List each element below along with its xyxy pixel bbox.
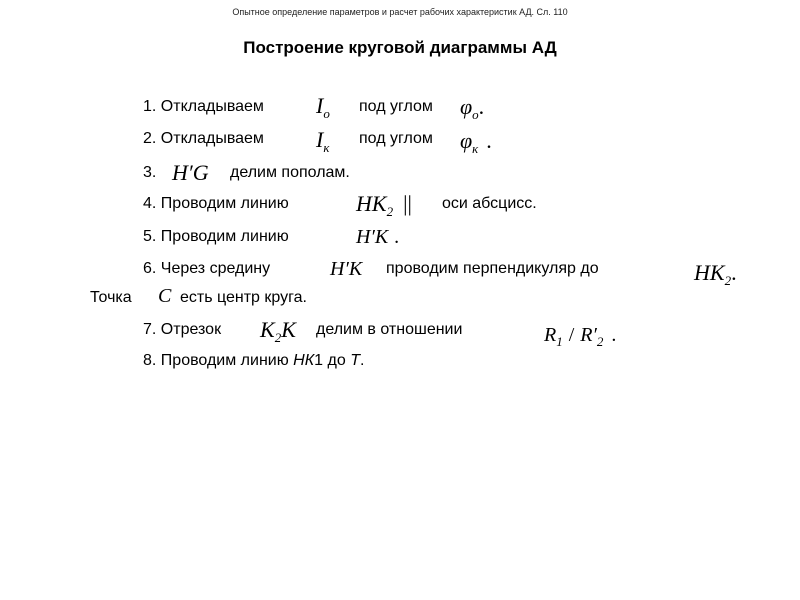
formula-sub: 2	[274, 330, 282, 345]
step-8-italic-hk: НК	[293, 352, 315, 369]
step-8-italic-t: Т	[350, 352, 360, 369]
step-1-formula-angle	[460, 95, 484, 127]
formula-sub: 2	[724, 273, 732, 288]
formula-punct: .	[731, 260, 737, 285]
center-point-symbol	[158, 285, 171, 307]
step-8-punct: .	[359, 352, 365, 369]
step-5-formula-line	[356, 226, 399, 248]
step-4-formula-line	[356, 192, 412, 224]
step-8-text-a: 8. Проводим линию	[143, 352, 289, 369]
step-2-formula-angle	[460, 129, 492, 161]
step-4-text-b: оси абсцисс.	[442, 195, 537, 212]
step-6-text-b: проводим перпендикуляр до	[386, 260, 599, 277]
formula-punct: .	[478, 94, 485, 119]
parallel-symbol: ||	[403, 191, 412, 216]
formula-sub: o	[472, 107, 479, 122]
center-point-text-b: есть центр круга.	[180, 289, 307, 306]
step-1-text-b: под углом	[359, 98, 433, 115]
step-4-text-a: 4. Проводим линию	[143, 195, 289, 212]
formula-sub: 2	[386, 204, 394, 219]
center-point-text-a: Точка	[90, 289, 132, 306]
step-8-text-b: 1 до	[314, 352, 346, 369]
step-6-text-a: 6. Через средину	[143, 260, 271, 277]
step-2-text-a: 2. Откладываем	[143, 130, 264, 147]
formula-main: HK	[356, 191, 387, 216]
step-2-text-b: под углом	[359, 130, 433, 147]
formula-sub: o	[323, 106, 330, 121]
step-1-formula-current	[316, 94, 330, 126]
formula-main: H′G	[172, 160, 209, 185]
step-2-formula-current	[316, 128, 329, 160]
step-5-text-a: 5. Проводим линию	[143, 228, 289, 245]
formula-main: φ	[460, 128, 473, 153]
step-3-text-a: 3.	[143, 164, 157, 181]
formula-punct: .	[394, 226, 400, 248]
slide-header-caption: Опытное определение параметров и расчет рабочих характеристик АД. Сл. 110	[232, 7, 568, 17]
formula-punct: .	[611, 324, 617, 346]
formula-sub: к	[472, 141, 479, 156]
formula-main: H′K	[356, 226, 389, 248]
formula-punct: .	[486, 128, 492, 153]
formula-main: I	[316, 93, 324, 118]
step-7-formula-ratio	[544, 324, 616, 353]
ratio-r1-sub: 1	[556, 334, 563, 349]
step-6-formula-target	[694, 261, 737, 293]
formula-main: H′K	[330, 258, 363, 280]
formula-main: φ	[460, 94, 473, 119]
formula-main: C	[158, 285, 172, 307]
ratio-r2-sub: 2	[596, 334, 604, 349]
formula-main-post: K	[281, 317, 296, 342]
formula-main: HK	[694, 260, 725, 285]
formula-main: K	[260, 317, 275, 342]
step-3-text-b: делим пополам.	[230, 164, 350, 181]
step-6-formula-segment	[330, 258, 362, 280]
step-1-text-a: 1. Откладываем	[143, 98, 264, 115]
ratio-slash: /	[568, 324, 575, 346]
step-8-line	[143, 351, 364, 371]
formula-sub: к	[323, 140, 330, 155]
formula-main: I	[316, 127, 324, 152]
ratio-r2: R′	[580, 324, 597, 346]
step-7-text-a: 7. Отрезок	[143, 321, 222, 338]
step-7-text-b: делим в отношении	[316, 321, 463, 338]
step-7-formula-segment	[260, 318, 296, 350]
slide-title: Построение круговой диаграммы АД	[243, 38, 557, 57]
ratio-r1: R	[544, 324, 557, 346]
step-3-formula-segment	[172, 161, 209, 185]
